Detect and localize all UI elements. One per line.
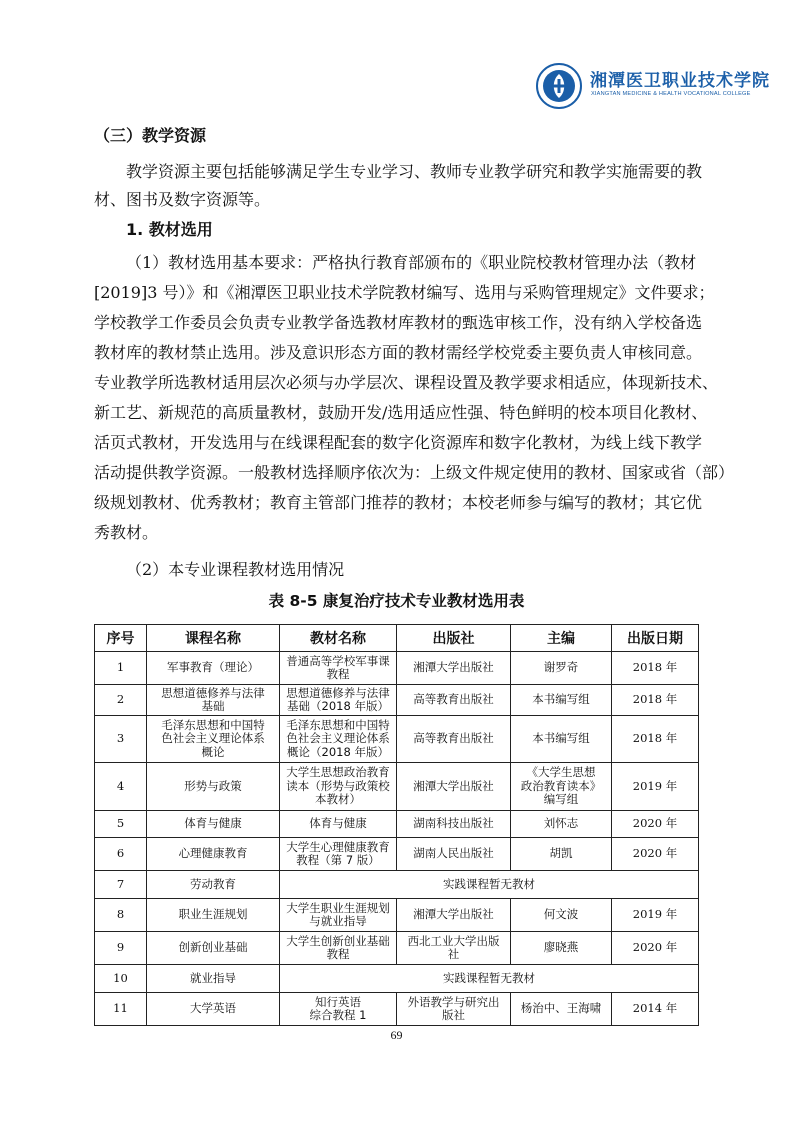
requirement-line-7: 活页式教材，开发选用与在线课程配套的数字化资源库和数字化教材，为线上线下教学 xyxy=(94,433,703,452)
college-name-cn: 湘潭医卫职业技术学院 xyxy=(590,71,770,91)
table-row xyxy=(95,685,699,716)
cell-editor: 本书编写组 xyxy=(511,716,612,763)
cell-date: 2020 年 xyxy=(612,838,699,871)
cell-editor: 廖晓燕 xyxy=(511,932,612,965)
cell-no: 11 xyxy=(95,993,147,1026)
cell-date: 2018 年 xyxy=(612,716,699,763)
requirement-line-3: 学校教学工作委员会负责专业教学备选教材库教材的甄选审核工作，没有纳入学校备选 xyxy=(94,313,703,332)
requirement-line-2: [2019]3 号）》和《湘潭医卫职业技术学院教材编写、选用与采购管理规定》文件要求； xyxy=(94,283,715,302)
intro-line-2: 材、图书及数字资源等。 xyxy=(94,190,271,209)
textbook-table xyxy=(94,624,699,1026)
requirement-line-6: 新工艺、新规范的高质量教材，鼓励开发/选用适应性强、特色鲜明的校本项目化教材、 xyxy=(94,403,708,422)
cell-date: 2018 年 xyxy=(612,652,699,685)
cell-publisher: 湖南科技出版社 xyxy=(397,811,511,838)
header-publisher: 出版社 xyxy=(397,625,511,652)
cell-merged-note: 实践课程暂无教材 xyxy=(280,871,699,899)
cell-course: 职业生涯规划 xyxy=(147,899,280,932)
table-row xyxy=(95,899,699,932)
table-header-row xyxy=(95,625,699,652)
cell-no: 1 xyxy=(95,652,147,685)
cell-date: 2014 年 xyxy=(612,993,699,1026)
requirement-line-5: 专业教学所选教材适用层次必须与办学层次、课程设置及教学要求相适应，体现新技术、 xyxy=(94,373,719,392)
header-course: 课程名称 xyxy=(147,625,280,652)
cell-no: 7 xyxy=(95,871,147,899)
table-row xyxy=(95,871,699,899)
cell-course: 就业指导 xyxy=(147,965,280,993)
cell-textbook: 思想道德修养与法律 基础（2018 年版） xyxy=(280,685,397,716)
cell-merged-note: 实践课程暂无教材 xyxy=(280,965,699,993)
cell-no: 6 xyxy=(95,838,147,871)
cell-no: 10 xyxy=(95,965,147,993)
table-row xyxy=(95,838,699,871)
cell-no: 9 xyxy=(95,932,147,965)
cell-course: 大学英语 xyxy=(147,993,280,1026)
page-number: 69 xyxy=(390,1028,403,1042)
cell-publisher: 西北工业大学出版 社 xyxy=(397,932,511,965)
table-row xyxy=(95,965,699,993)
cell-textbook: 体育与健康 xyxy=(280,811,397,838)
cell-course: 形势与政策 xyxy=(147,763,280,811)
section-title: （三）教学资源 xyxy=(94,126,207,145)
cell-course: 创新创业基础 xyxy=(147,932,280,965)
requirement-line-4: 教材库的教材禁止选用。涉及意识形态方面的教材需经学校党委主要负责人审核同意。 xyxy=(94,343,703,362)
cell-textbook: 普通高等学校军事课 教程 xyxy=(280,652,397,685)
college-emblem-icon xyxy=(536,63,582,109)
cell-editor: 谢罗奇 xyxy=(511,652,612,685)
cell-editor: 刘怀志 xyxy=(511,811,612,838)
cell-publisher: 湘潭大学出版社 xyxy=(397,899,511,932)
college-logo xyxy=(536,63,770,109)
cell-editor: 何文波 xyxy=(511,899,612,932)
college-name-en: XIANGTAN MEDICINE & HEALTH VOCATIONAL COLLEGE xyxy=(591,91,751,97)
cell-no: 4 xyxy=(95,763,147,811)
cell-no: 2 xyxy=(95,685,147,716)
cell-date: 2020 年 xyxy=(612,811,699,838)
cell-publisher: 高等教育出版社 xyxy=(397,685,511,716)
subheading-textbook-selection: 1. 教材选用 xyxy=(126,220,213,239)
intro-line-1: 教学资源主要包括能够满足学生专业学习、教师专业教学研究和教学实施需要的教 xyxy=(126,162,703,181)
cell-course: 劳动教育 xyxy=(147,871,280,899)
cell-textbook: 大学生思想政治教育 读本（形势与政策校 本教材） xyxy=(280,763,397,811)
cell-publisher: 湘潭大学出版社 xyxy=(397,652,511,685)
cell-publisher: 高等教育出版社 xyxy=(397,716,511,763)
cell-textbook: 知行英语 综合教程 1 xyxy=(280,993,397,1026)
cell-textbook: 大学生职业生涯规划 与就业指导 xyxy=(280,899,397,932)
table-title: 表 8-5 康复治疗技术专业教材选用表 xyxy=(268,592,525,610)
cell-textbook: 毛泽东思想和中国特 色社会主义理论体系 概论（2018 年版） xyxy=(280,716,397,763)
cell-course: 体育与健康 xyxy=(147,811,280,838)
cell-publisher: 湖南人民出版社 xyxy=(397,838,511,871)
header-textbook: 教材名称 xyxy=(280,625,397,652)
cell-no: 8 xyxy=(95,899,147,932)
cell-no: 3 xyxy=(95,716,147,763)
requirement-line-1: （1）教材选用基本要求：严格执行教育部颁布的《职业院校教材管理办法（教材 xyxy=(126,253,697,272)
cell-no: 5 xyxy=(95,811,147,838)
cell-course: 毛泽东思想和中国特 色社会主义理论体系 概论 xyxy=(147,716,280,763)
cell-course: 心理健康教育 xyxy=(147,838,280,871)
requirement-line-8: 活动提供教学资源。一般教材选择顺序依次为：上级文件规定使用的教材、国家或省（部） xyxy=(94,463,735,482)
cell-textbook: 大学生心理健康教育 教程（第 7 版） xyxy=(280,838,397,871)
header-date: 出版日期 xyxy=(612,625,699,652)
requirement-line-9: 级规划教材、优秀教材；教育主管部门推荐的教材；本校老师参与编写的教材；其它优 xyxy=(94,493,703,512)
table-row xyxy=(95,811,699,838)
cell-textbook: 大学生创新创业基础 教程 xyxy=(280,932,397,965)
table-row xyxy=(95,652,699,685)
cell-editor: 《大学生思想 政治教育读本》 编写组 xyxy=(511,763,612,811)
cell-editor: 胡凯 xyxy=(511,838,612,871)
cell-course: 军事教育（理论） xyxy=(147,652,280,685)
cell-course: 思想道德修养与法律 基础 xyxy=(147,685,280,716)
table-row xyxy=(95,932,699,965)
cell-date: 2019 年 xyxy=(612,763,699,811)
cell-date: 2018 年 xyxy=(612,685,699,716)
table-row xyxy=(95,763,699,811)
cell-editor: 杨治中、王海啸 xyxy=(511,993,612,1026)
requirement-line-10: 秀教材。 xyxy=(94,523,159,542)
table-row xyxy=(95,716,699,763)
cell-publisher: 湘潭大学出版社 xyxy=(397,763,511,811)
table-row xyxy=(95,993,699,1026)
header-editor: 主编 xyxy=(511,625,612,652)
cell-publisher: 外语教学与研究出 版社 xyxy=(397,993,511,1026)
cell-date: 2020 年 xyxy=(612,932,699,965)
item-2-heading: （2）本专业课程教材选用情况 xyxy=(126,560,345,579)
cell-editor: 本书编写组 xyxy=(511,685,612,716)
cell-date: 2019 年 xyxy=(612,899,699,932)
header-no: 序号 xyxy=(95,625,147,652)
